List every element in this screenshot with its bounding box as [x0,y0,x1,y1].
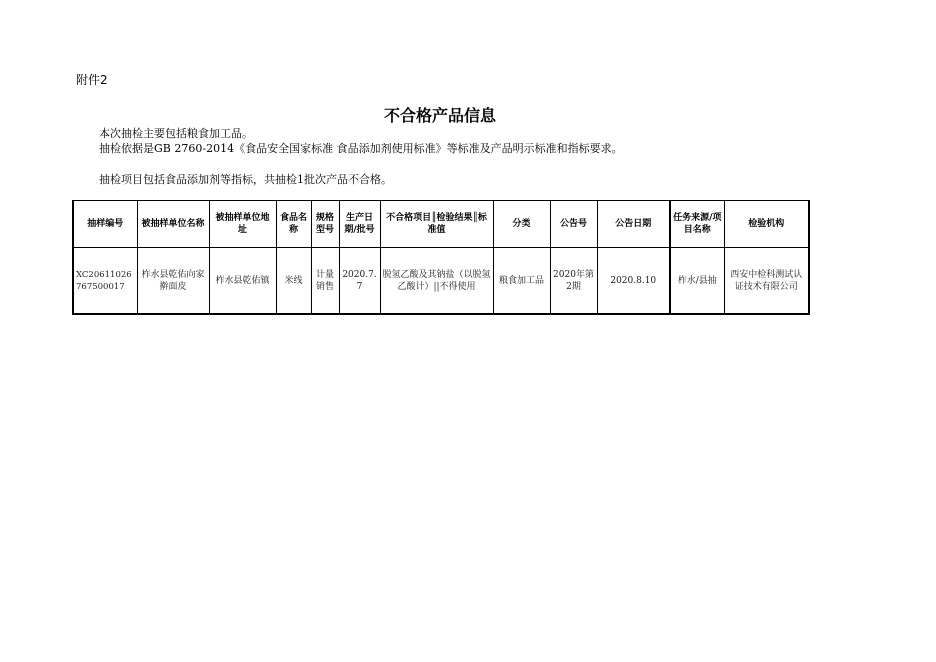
page-title: 不合格产品信息 [383,106,496,125]
header-nonconforming-item: 不合格项目║检验结果║标准值 [380,201,493,248]
header-category: 分类 [493,201,550,248]
nonconforming-products-table [72,200,810,315]
header-sampled-unit-address: 被抽样单位地址 [209,201,276,248]
cell-sampled-unit-address: 柞水县乾佑镇 [209,248,276,315]
cell-nonconforming-item: 脱氢乙酸及其钠盐（以脱氢乙酸计）||不得使用 [380,248,493,315]
cell-task-source: 柞水/县抽 [670,248,724,315]
cell-category: 粮食加工品 [493,248,550,315]
header-spec-model: 规格型号 [311,201,339,248]
header-production-date: 生产日期/批号 [339,201,380,248]
intro-summary: 抽检项目包括食品添加剂等指标，共抽检1批次产品不合格。 [99,173,392,186]
intro-scope: 本次抽检主要包括粮食加工品。 [99,127,253,140]
intro-basis: 抽检依据是GB 2760-2014《食品安全国家标准 食品添加剂使用标准》等标准及产品明示标准和指标要求。 [99,142,623,155]
cell-spec-model: 计量销售 [311,248,339,315]
table-row [73,248,809,315]
cell-announcement-no: 2020年第2期 [550,248,597,315]
cell-food-name: 米线 [276,248,311,315]
header-sampled-unit-name: 被抽样单位名称 [137,201,209,248]
header-sample-id: 抽样编号 [73,201,137,248]
cell-testing-agency: 西安中检科测试认证技术有限公司 [724,248,809,315]
cell-sampled-unit-name: 柞水县乾佑向家擀面皮 [137,248,209,315]
cell-announcement-date: 2020.8.10 [597,248,670,315]
cell-sample-id: XC20611026767500017 [73,248,137,315]
attachment-label: 附件2 [76,73,108,87]
header-food-name: 食品名称 [276,201,311,248]
header-announcement-date: 公告日期 [597,201,670,248]
header-task-source: 任务来源/项目名称 [670,201,724,248]
header-announcement-no: 公告号 [550,201,597,248]
header-testing-agency: 检验机构 [724,201,809,248]
header-row [73,201,809,248]
cell-production-date: 2020.7.7 [339,248,380,315]
